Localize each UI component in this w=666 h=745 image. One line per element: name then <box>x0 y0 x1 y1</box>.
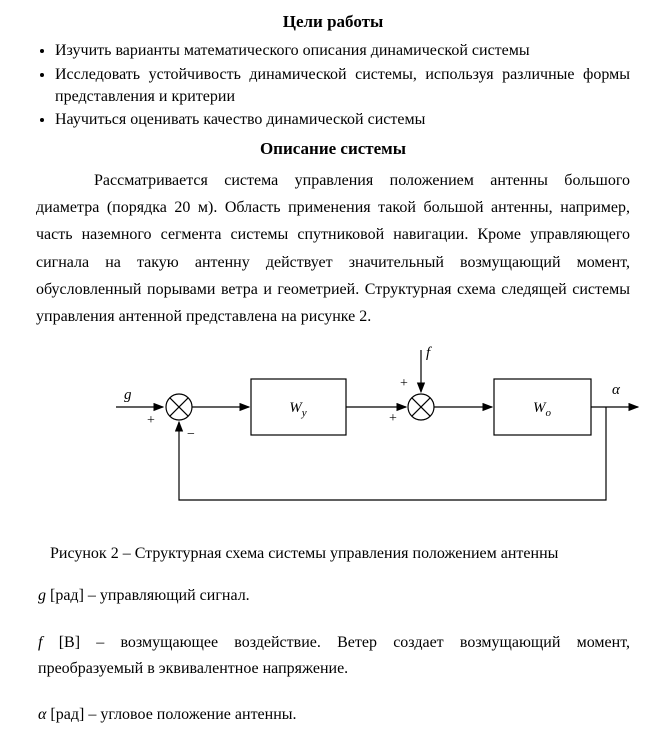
definition-f <box>38 630 630 683</box>
definition-f-text: – возмущающее воздействие. Ветер создает возмущающий момент, преобразуемый в эквивалентное напряжение. <box>38 633 631 677</box>
plant-label: W <box>533 400 546 417</box>
definition-f-symbol: f <box>38 633 43 651</box>
disturbance-label: f <box>426 345 431 362</box>
input-signal-label: g <box>124 387 132 404</box>
figure-caption: Рисунок 2 – Структурная схема системы управления положением антенны <box>50 545 559 563</box>
definition-g-unit: [рад] <box>50 587 84 605</box>
summing-junction-1 <box>166 394 192 420</box>
summing-junction-2 <box>408 394 434 420</box>
controller-label-sub: у <box>301 407 307 420</box>
goals-list <box>36 40 630 131</box>
definition-g-symbol: g <box>38 587 46 605</box>
sum2-plus-top-sign: + <box>400 376 408 392</box>
goal-item-3: • Научиться оценивать качество динамической системы <box>55 109 630 131</box>
definition-g-text: – управляющий сигнал. <box>87 587 250 605</box>
sum1-plus-sign: + <box>147 413 155 429</box>
plant-label-sub: о <box>545 407 551 420</box>
goal-item-2: • Исследовать устойчивость динамической системы, используя различные формы представления и критерии <box>55 64 630 108</box>
definition-alpha-text: – угловое положение антенны. <box>88 706 297 724</box>
goal-item-1: • Изучить варианты математического описания динамической системы <box>55 40 630 62</box>
output-signal-label: α <box>612 382 620 399</box>
section-title-system: Описание системы <box>259 139 407 158</box>
controller-label: W <box>289 400 302 417</box>
definition-f-unit: [В] <box>58 633 81 651</box>
definition-alpha-symbol: α <box>38 706 47 724</box>
section-title-goals: Цели работы <box>282 12 384 31</box>
definition-alpha <box>38 702 630 728</box>
controller-block <box>251 379 346 435</box>
definition-g <box>38 583 630 609</box>
sum2-plus-left-sign: + <box>389 411 397 427</box>
plant-block <box>494 379 591 435</box>
figure-2 <box>36 342 630 527</box>
definition-alpha-unit: [рад] <box>50 706 85 724</box>
system-description-paragraph: Рассматривается система управления положением антенны большого диаметра (порядка 20 м). Область применения такой большой антенны, например, часть наземного сегмента системы спутниковой навигации. Кроме управляющего сигнала на такую антенну действует значительный возмущающий момент, обусловленный порывами ветра и геометрией. Структурная схема следящей системы управления антенной представлена на рисунке 2. <box>36 172 630 325</box>
sum1-minus-sign: − <box>187 427 195 443</box>
block-diagram <box>36 342 666 522</box>
